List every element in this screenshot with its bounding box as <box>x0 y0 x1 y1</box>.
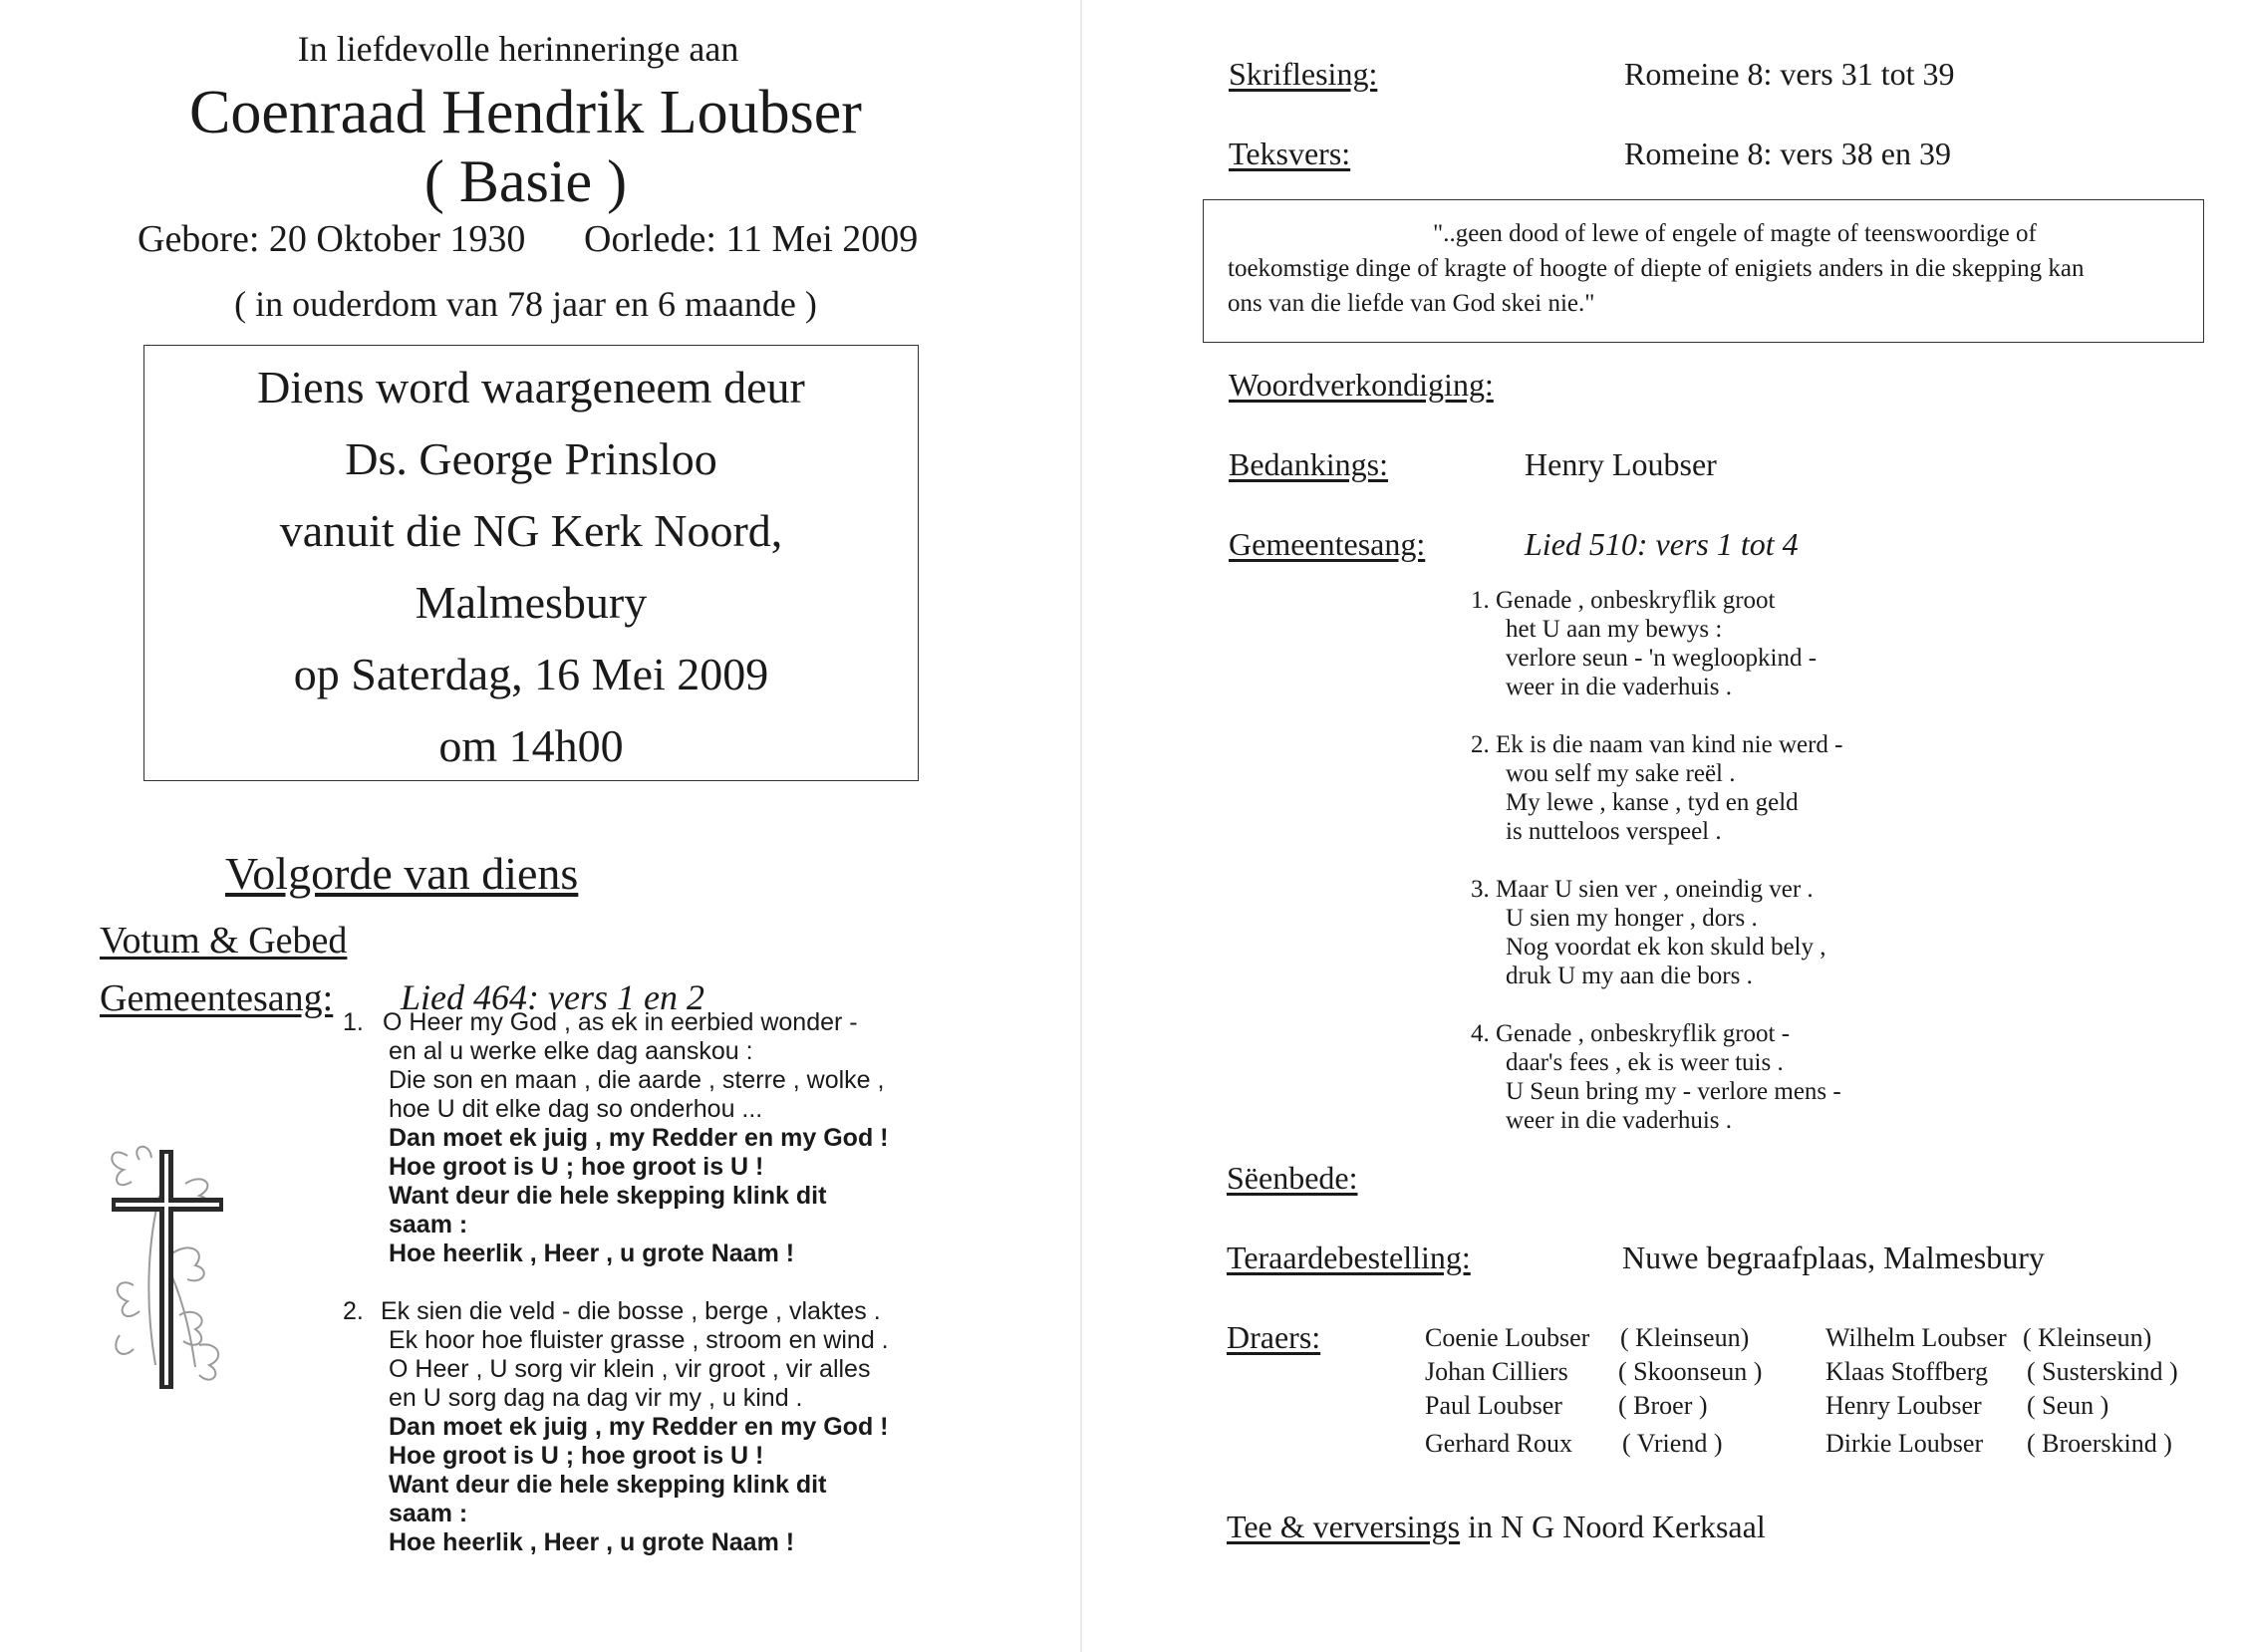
hymn-464-verse-2 <box>381 1297 889 1557</box>
chorus-line: Hoe groot is U ; hoe groot is U ! <box>389 1442 764 1470</box>
death-date: Oorlede: 11 Mei 2009 <box>584 218 919 260</box>
hymn-line: hoe U dit elke dag so onderhou ... <box>389 1095 763 1123</box>
teksvers-value: Romeine 8: vers 38 en 39 <box>1624 136 1951 171</box>
scripture-quote-box <box>1203 199 2204 343</box>
bearer-relation: ( Susterskind ) <box>2027 1357 2178 1386</box>
hymn-510-verse-4 <box>1471 1019 1841 1135</box>
deceased-name: Coenraad Hendrik Loubser <box>189 79 862 146</box>
scripture-quote <box>1204 200 2203 321</box>
hymn-line: Die son en maan , die aarde , sterre , wolke , <box>389 1066 885 1094</box>
hymn-reference: Lied 464: vers 1 en 2 <box>401 977 704 1017</box>
chorus-line: Hoe heerlik , Heer , u grote Naam ! <box>389 1528 795 1556</box>
bearer-relation: ( Broer ) <box>1618 1391 1708 1420</box>
hymn-line: 1. Genade , onbeskryflik groot <box>1471 587 1776 614</box>
chorus-line: Want deur die hele skepping klink dit <box>389 1471 827 1499</box>
chorus-line: Want deur die hele skepping klink dit <box>389 1182 827 1210</box>
chorus-line: Dan moet ek juig , my Redder en my God ! <box>389 1124 889 1152</box>
service-time: om 14h00 <box>438 720 624 771</box>
bearer-name: Paul Loubser <box>1425 1391 1562 1420</box>
skriflesing-label: Skriflesing: <box>1229 56 1378 92</box>
skriflesing-value: Romeine 8: vers 31 tot 39 <box>1624 56 1955 92</box>
bedankings-value: Henry Loubser <box>1525 446 1717 482</box>
chorus-line: saam : <box>389 1211 468 1239</box>
hymn-line: en al u werke elke dag aanskou : <box>389 1037 753 1065</box>
service-line: vanuit die NG Kerk Noord, <box>279 505 783 556</box>
refreshments-venue: in N G Noord Kerksaal <box>1460 1509 1766 1544</box>
hymn-number-2: 2. <box>343 1297 364 1325</box>
hymn-number-1: 1. <box>343 1008 364 1036</box>
bearer-name: Henry Loubser <box>1825 1391 1982 1420</box>
hymn-line: weer in die vaderhuis . <box>1506 674 1733 700</box>
chorus-line: Hoe groot is U ; hoe groot is U ! <box>389 1153 764 1181</box>
bearer-name: Gerhard Roux <box>1425 1429 1573 1458</box>
hymn-510-verse-1 <box>1471 586 1817 701</box>
bearer-relation: ( Skoonseun ) <box>1618 1357 1763 1386</box>
hymn-line: O Heer , U sorg vir klein , vir groot , vir alles <box>389 1355 871 1383</box>
hymn-line: Ek hoor hoe fluister grasse , stroom en wind . <box>389 1326 889 1354</box>
bearer-relation: ( Broerskind ) <box>2027 1429 2172 1458</box>
age-at-death: ( in ouderdom van 78 jaar en 6 maande ) <box>234 284 817 324</box>
hymn-line: en U sorg dag na dag vir my , u kind . <box>389 1384 803 1412</box>
hymn-line: My lewe , kanse , tyd en geld <box>1506 789 1799 816</box>
bearer-name: Klaas Stoffberg <box>1825 1357 1988 1386</box>
quote-line: toekomstige dinge of kragte of hoogte of diepte of enigiets anders in die skepping kan <box>1228 255 2085 282</box>
bearer-relation: ( Kleinseun) <box>1620 1323 1750 1352</box>
page-fold <box>1080 0 1082 1652</box>
quote-line: "..geen dood of lewe of engele of magte of teenswoordige of <box>1433 220 2037 247</box>
minister-name: Ds. George Prinsloo <box>345 433 717 484</box>
hymn-line: U sien my honger , dors . <box>1506 905 1758 932</box>
gemeentesang-label-2: Gemeentesang: <box>1229 526 1426 562</box>
chorus-line: saam : <box>389 1500 468 1527</box>
hymn-line: verlore seun - 'n wegloopkind - <box>1506 645 1818 672</box>
bearer-relation: ( Kleinseun) <box>2023 1323 2152 1352</box>
bearer-name: Coenie Loubser <box>1425 1323 1590 1352</box>
hymn-line: het U aan my bewys : <box>1506 616 1723 643</box>
hymn-reference-2: Lied 510: vers 1 tot 4 <box>1525 526 1799 562</box>
bedankings-label: Bedankings: <box>1229 446 1388 482</box>
votum-heading: Votum & Gebed <box>100 920 348 962</box>
service-line: Diens word waargeneem deur <box>257 362 805 413</box>
hymn-line: is nutteloos verspeel . <box>1506 818 1722 845</box>
hymn-510-verse-2 <box>1471 730 1843 846</box>
hymn-line: wou self my sake reël . <box>1506 760 1736 787</box>
hymn-line: druk U my aan die bors . <box>1506 963 1753 989</box>
chorus-line: Hoe heerlik , Heer , u grote Naam ! <box>389 1239 795 1267</box>
deceased-nickname: ( Basie ) <box>423 148 628 214</box>
memorial-intro: In liefdevolle herinneringe aan <box>297 29 739 69</box>
teraardebestelling-value: Nuwe begraafplaas, Malmesbury <box>1622 1239 2045 1275</box>
quote-line: ons van die liefde van God skei nie." <box>1228 290 1595 317</box>
hymn-line: 3. Maar U sien ver , oneindig ver . <box>1471 876 1814 903</box>
bearer-name: Wilhelm Loubser <box>1825 1323 2007 1352</box>
chorus-line: Dan moet ek juig , my Redder en my God ! <box>389 1413 889 1441</box>
seenbede-label: Sëenbede: <box>1227 1160 1358 1196</box>
refreshments-label: Tee & verversings <box>1227 1509 1461 1544</box>
woordverkondiging-label: Woordverkondiging: <box>1229 367 1494 403</box>
hymn-line: 4. Genade , onbeskryflik groot - <box>1471 1020 1791 1047</box>
bearer-relation: ( Seun ) <box>2027 1391 2109 1420</box>
hymn-line: O Heer my God , as ek in eerbied wonder - <box>383 1008 858 1036</box>
bearer-relation: ( Vriend ) <box>1622 1429 1723 1458</box>
hymn-line: daar's fees , ek is weer tuis . <box>1506 1049 1784 1076</box>
cross-with-lilies-icon <box>100 1136 249 1395</box>
refreshments-line <box>1227 1509 1766 1545</box>
service-date: op Saterdag, 16 Mei 2009 <box>293 649 769 699</box>
hymn-464-verse-1 <box>383 1008 889 1268</box>
gemeentesang-label: Gemeentesang: <box>100 977 334 1019</box>
hymn-line: 2. Ek is die naam van kind nie werd - <box>1471 731 1843 758</box>
order-of-service-heading: Volgorde van diens <box>225 848 579 899</box>
hymn-line: U Seun bring my - verlore mens - <box>1506 1078 1841 1105</box>
service-details-box <box>143 345 919 781</box>
birth-date: Gebore: 20 Oktober 1930 <box>138 218 526 260</box>
bearer-name: Johan Cilliers <box>1425 1357 1568 1386</box>
service-town: Malmesbury <box>415 577 648 628</box>
draers-label: Draers: <box>1227 1319 1321 1355</box>
hymn-line: Nog voordat ek kon skuld bely , <box>1506 934 1826 961</box>
service-details <box>144 346 918 782</box>
hymn-line: weer in die vaderhuis . <box>1506 1107 1733 1134</box>
hymn-line: Ek sien die veld - die bosse , berge , vlaktes . <box>381 1297 881 1325</box>
teksvers-label: Teksvers: <box>1229 136 1351 171</box>
hymn-510-verse-3 <box>1471 875 1825 990</box>
bearer-name: Dirkie Loubser <box>1825 1429 1984 1458</box>
teraardebestelling-label: Teraardebestelling: <box>1227 1239 1471 1275</box>
